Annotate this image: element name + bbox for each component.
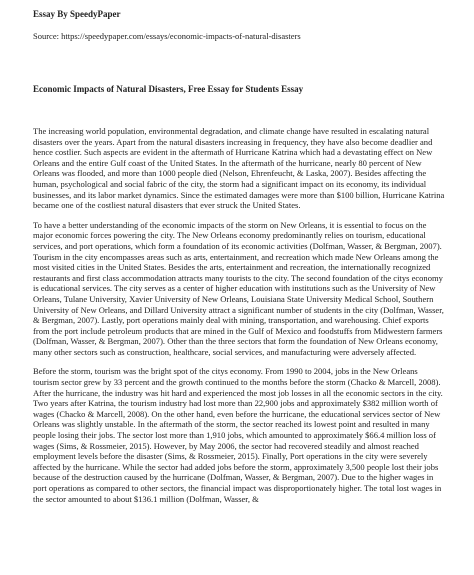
document-header	[33, 8, 453, 42]
source-line: Source: https://speedypaper.com/essays/economic-impacts-of-natural-disasters	[33, 31, 301, 41]
essay-body	[33, 126, 445, 513]
paragraph-1: The increasing world population, environmental degradation, and climate change have resulted in escalating natural disasters over the years. Apart from the natural disasters increasing in frequency, they have also become deadlier and hence costlier. Such aspects are evident in the aftermath of Hurricane Katrina which had a devastating effect on New Orleans and the entire Gulf coast of the United States. In the aftermath of the hurricane, nearly 80 percent of New Orleans was flooded, and more than 1000 people died (Nelson, Ehrenfeucht, & Laska, 2007). Besides affecting the human, psychological and social fabric of the city, the storm had a significant impact on its economy, its individual businesses, and its labor market dynamics. Since the estimated damages were more than $100 billion, Hurricane Katrina became one of the costliest natural disasters that ever struck the United States.	[33, 126, 445, 211]
essay-title: Economic Impacts of Natural Disasters, Free Essay for Students Essay	[33, 84, 304, 94]
paragraph-3: Before the storm, tourism was the bright spot of the citys economy. From 1990 to 2004, jobs in the New Orleans tourism sector grew by 33 percent and the growth continued to the months before the storm (Chacko & Marcell, 2008). After the hurricane, the industry was hit hard and experienced the most job losses in all the economic sectors in the city. Two years after Katrina, the tourism industry had lost more than 22,900 jobs and approximately $382 million worth of wages (Chacko & Marcell, 2008). On the other hand, even before the hurricane, the educational services sector of New Orleans was slightly unstable. In the aftermath of the storm, the sector reached its lowest point and resulted in many people losing their jobs. The sector lost more than 1,910 jobs, which amounted to approximately $66.4 million loss of wages (Sims, & Rossmeier, 2015). However, by May 2006, the sector had recovered steadily and almost reached employment levels before the disaster (Sims, & Rossmeier, 2015). Finally, Port operations in the city were severely affected by the hurricane. While the sector had added jobs before the storm, approximately 3,500 people lost their jobs because of the destruction caused by the hurricane (Dolfman, Wasser, & Bergman, 2007). Due to the higher wages in port operations as compared to other sectors, the financial impact was disproportionately higher. The total lost wages in the sector amounted to about $136.1 million (Dolfman, Wasser, &	[33, 366, 443, 504]
brand-label: Essay By SpeedyPaper	[33, 9, 121, 19]
paragraph-2: To have a better understanding of the economic impacts of the storm on New Orleans, it is essential to focus on the major economic forces powering the city. The New Orleans economy predominantly relies on tourism, educational services, and port operations, which form a foundation of its economic activities (Dolfman, Wasser, & Bergman, 2007). Tourism in the city encompasses areas such as arts, entertainment, and recreation which made New Orleans among the most visited cities in the United States. Besides the arts, entertainment and recreation, the internationally recognized restaurants and first class accommodation attracts many tourists to the city. The second foundation of the citys economy is educational services. The city serves as a center of higher education with institutions such as the University of New Orleans, Tulane University, Xavier University of New Orleans, Louisiana State University Medical School, Southern University of New Orleans, and Dillard University attract a significant number of students in the city (Dolfman, Wasser, & Bergman, 2007). Lastly, port operations mainly deal with mining, transportation, and warehousing. Chief exports from the port include petroleum products that are mined in the Gulf of Mexico and foodstuffs from Midwestern farmers (Dolfman, Wasser, & Bergman, 2007). Other than the three sectors that form the foundation of New Orleans economy, many other sectors such as construction, healthcare, social services, and manufacturing were adversely affected.	[33, 219, 444, 357]
